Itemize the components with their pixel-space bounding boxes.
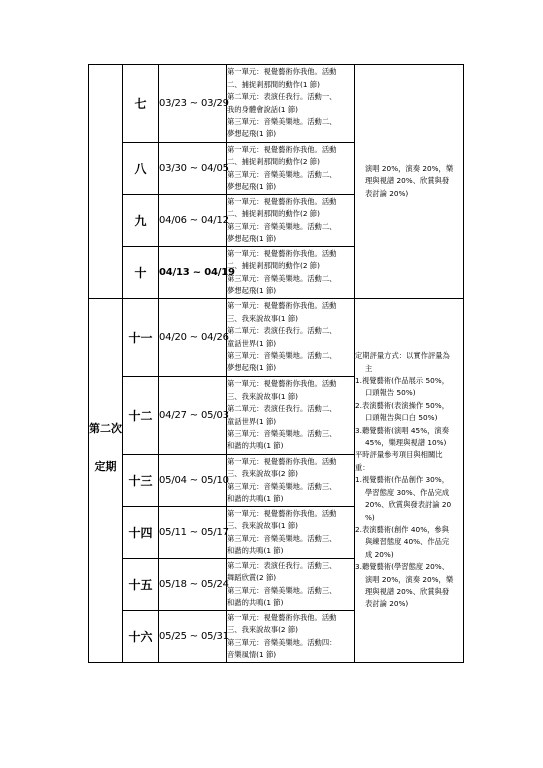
- content-line: 第三單元：音樂美樂地。活動三、: [227, 481, 337, 491]
- content-line: 第一單元：視覺藝術你我他。活動: [227, 456, 337, 466]
- week-date: 04/06 ~ 04/12: [159, 195, 227, 247]
- content-line: 第一單元：視覺藝術你我他。活動: [227, 301, 337, 311]
- week-content: [227, 247, 355, 299]
- week-number: 十二: [123, 377, 159, 455]
- week-date: 04/27 ~ 05/03: [159, 377, 227, 455]
- eval-line: 2.表演藝術(表演操作 50%，: [355, 400, 450, 410]
- eval-line: 口頭報告與口白 50%): [365, 413, 438, 423]
- week-date: 05/18 ~ 05/24: [159, 559, 227, 611]
- content-line: 夢想起飛(1 節): [227, 233, 277, 243]
- content-line: 第三單元：音樂美樂地。活動四：: [227, 637, 337, 647]
- eval-line: 1.視覺藝術(作品展示 50%，: [355, 376, 450, 386]
- content-line: 二、捕捉剎那間的動作(1 節): [227, 79, 320, 89]
- week-number: 七: [123, 65, 159, 143]
- content-line: 第三單元：音樂美樂地。活動二、: [227, 273, 337, 283]
- week-content: [227, 195, 355, 247]
- eval-line: 表討論 20%): [365, 599, 409, 609]
- week-content: [227, 611, 355, 663]
- week-content: [227, 65, 355, 143]
- eval-line: 理與視譜 20%、欣賞與發: [365, 176, 450, 186]
- evaluation-cell-top: [355, 65, 464, 299]
- content-line: 第二單元：表演任我行。活動三、: [227, 560, 337, 570]
- eval-line: 與練習態度 40%、作品完: [365, 537, 450, 547]
- content-line: 第一單元：視覺藝術你我他。活動: [227, 67, 337, 77]
- content-line: 第二單元：表演任我行。活動二、: [227, 404, 337, 414]
- schedule-table: [88, 64, 464, 663]
- content-line: 舞蹈欣賞(2 節): [227, 573, 277, 583]
- week-content: [227, 559, 355, 611]
- eval-line: 3.聽覺藝術(學習態度 20%、: [355, 562, 450, 572]
- term-label-line: 第二次: [89, 421, 122, 435]
- content-line: 第三單元：音樂美樂地。活動二、: [227, 221, 337, 231]
- eval-line: 定期評量方式：以實作評量為: [355, 351, 450, 361]
- term-cell-blank: [89, 65, 123, 299]
- content-line: 夢想起飛(1 節): [227, 285, 277, 295]
- content-line: 童話世界(1 節): [227, 416, 277, 426]
- week-date: 05/25 ~ 05/31: [159, 611, 227, 663]
- content-line: 第三單元：音樂美樂地。活動二、: [227, 350, 337, 360]
- content-line: 和諧的共鳴(1 節): [227, 597, 284, 607]
- content-line: 三、我來說故事(1 節): [227, 313, 299, 323]
- content-line: 第三單元：音樂美樂地。活動三、: [227, 428, 337, 438]
- content-line: 和諧的共鳴(1 節): [227, 493, 284, 503]
- week-content: [227, 299, 355, 377]
- week-content: [227, 507, 355, 559]
- week-number: 十三: [123, 455, 159, 507]
- eval-line: 2.表演藝術(創作 40%，參與: [355, 524, 450, 534]
- eval-line: 45%，樂理與視譜 10%): [365, 438, 447, 448]
- eval-line: 演唱 20%，演奏 20%，樂: [365, 163, 454, 173]
- content-line: 二、捕捉剎那間的動作(2 節): [227, 209, 320, 219]
- week-content: [227, 377, 355, 455]
- week-date: 04/20 ~ 04/26: [159, 299, 227, 377]
- eval-line: 1.視覺藝術(作品創作 30%，: [355, 475, 450, 485]
- week-content: [227, 143, 355, 195]
- content-line: 三、我來說故事(2 節): [227, 625, 299, 635]
- table-row: [89, 65, 464, 143]
- week-date: 03/23 ~ 03/29: [159, 65, 227, 143]
- eval-line: 重：: [355, 462, 370, 472]
- content-line: 第一單元：視覺藝術你我他。活動: [227, 144, 337, 154]
- content-line: 三、我來說故事(2 節): [227, 469, 299, 479]
- content-line: 第一單元：視覺藝術你我他。活動: [227, 248, 337, 258]
- week-number: 十六: [123, 611, 159, 663]
- content-line: 第一單元：視覺藝術你我他。活動: [227, 379, 337, 389]
- content-line: 和諧的共鳴(1 節): [227, 545, 284, 555]
- content-line: 第三單元：音樂美樂地。活動三、: [227, 533, 337, 543]
- content-line: 童話世界(1 節): [227, 338, 277, 348]
- eval-line: 3.聽覺藝術(演唱 45%，演奏: [355, 425, 450, 435]
- eval-line: 主: [365, 363, 373, 373]
- evaluation-cell-main: [355, 299, 464, 663]
- content-line: 我的身體會說話(1 節): [227, 104, 299, 114]
- content-line: 第三單元：音樂美樂地。活動二、: [227, 169, 337, 179]
- content-line: 夢想起飛(1 節): [227, 129, 277, 139]
- week-date: 04/13 ~ 04/19: [159, 247, 227, 299]
- eval-line: 演唱 20%，演奏 20%，樂: [365, 574, 454, 584]
- eval-line: 理與視譜 20%、欣賞與發: [365, 586, 450, 596]
- week-date: 05/04 ~ 05/10: [159, 455, 227, 507]
- table-row: [89, 299, 464, 377]
- week-number: 十四: [123, 507, 159, 559]
- week-content: [227, 455, 355, 507]
- eval-line: 學習態度 30%、作品完成: [365, 487, 450, 497]
- content-line: 二、捕捉剎那間的動作(2 節): [227, 261, 320, 271]
- content-line: 三、我來說故事(1 節): [227, 391, 299, 401]
- week-number: 十五: [123, 559, 159, 611]
- content-line: 和諧的共鳴(1 節): [227, 441, 284, 451]
- eval-line: 平時評量參考項目與相關比: [355, 450, 443, 460]
- content-line: 第一單元：視覺藝術你我他。活動: [227, 508, 337, 518]
- content-line: 第二單元：表演任我行。活動二、: [227, 326, 337, 336]
- week-number: 九: [123, 195, 159, 247]
- week-number: 八: [123, 143, 159, 195]
- eval-line: 20%、欣賞與發表討論 20: [365, 500, 452, 510]
- content-line: 三、我來說故事(1 節): [227, 521, 299, 531]
- eval-line: 成 20%): [365, 549, 394, 559]
- content-line: 二、捕捉剎那間的動作(2 節): [227, 157, 320, 167]
- week-number: 十一: [123, 299, 159, 377]
- content-line: 第二單元：表演任我行。活動一、: [227, 92, 337, 102]
- eval-line: 口頭報告 50%): [365, 388, 416, 398]
- term-label-cell: [89, 299, 123, 663]
- content-line: 第一單元：視覺藝術你我他。活動: [227, 612, 337, 622]
- week-date: 03/30 ~ 04/05: [159, 143, 227, 195]
- eval-line: %): [365, 512, 375, 522]
- week-date: 05/11 ~ 05/17: [159, 507, 227, 559]
- content-line: 夢想起飛(1 節): [227, 181, 277, 191]
- content-line: 第一單元：視覺藝術你我他。活動: [227, 196, 337, 206]
- content-line: 夢想起飛(1 節): [227, 363, 277, 373]
- week-number: 十: [123, 247, 159, 299]
- eval-line: 表討論 20%): [365, 188, 409, 198]
- term-label-line: 定期: [94, 459, 117, 473]
- content-line: 第三單元：音樂美樂地。活動二、: [227, 116, 337, 126]
- content-line: 第三單元：音樂美樂地。活動三、: [227, 585, 337, 595]
- content-line: 音樂風情(1 節): [227, 649, 277, 659]
